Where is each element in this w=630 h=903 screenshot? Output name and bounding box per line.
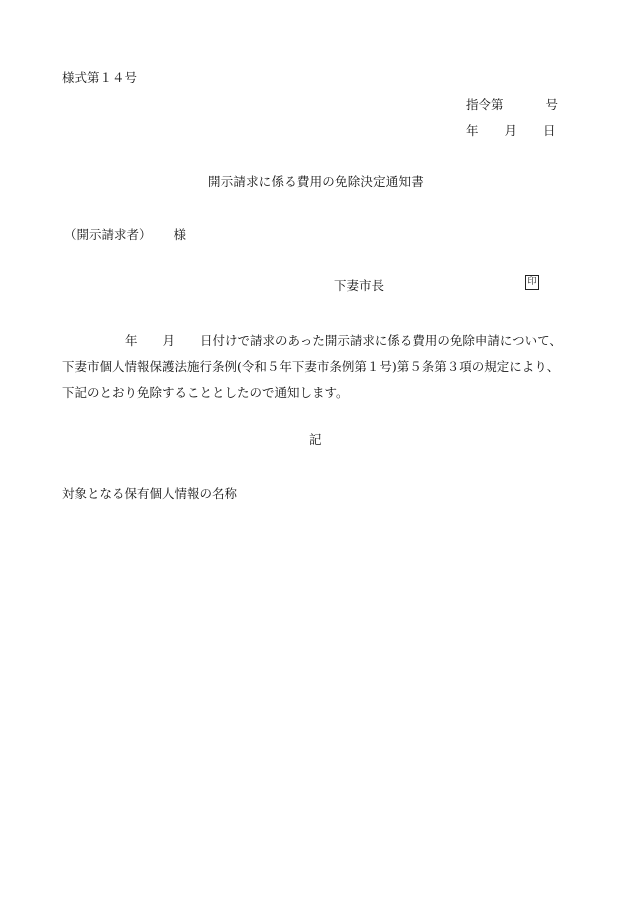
seal-mark: 印 — [525, 275, 539, 290]
month-label: 月 — [504, 123, 518, 138]
issue-date — [466, 121, 556, 139]
reference-suffix: 号 — [545, 97, 559, 112]
body-line-2: 下妻市個人情報保護法施行条例(令和５年下妻市条例第１号)第５条第３項の規定により、 — [62, 359, 560, 374]
ki-heading: 記 — [309, 432, 322, 447]
recipient — [64, 225, 186, 243]
notice-body — [62, 328, 582, 406]
issuer-name: 下妻市長 — [334, 278, 385, 293]
reference-label: 指令第 — [466, 97, 504, 112]
target-info-label: 対象となる保有個人情報の名称 — [62, 486, 238, 501]
recipient-honorific: 様 — [173, 227, 187, 242]
body-month: 月 — [162, 333, 176, 348]
form-number: 様式第１４号 — [62, 70, 138, 85]
body-year: 年 — [125, 333, 138, 348]
body-line-1-text: 日付けで請求のあった開示請求に係る費用の免除申請について、 — [200, 333, 562, 348]
body-line-1 — [62, 328, 582, 354]
year-label: 年 — [466, 123, 479, 138]
day-label: 日 — [543, 123, 556, 138]
body-line-3: 下記のとおり免除することとしたので通知します。 — [62, 385, 349, 400]
recipient-name: （開示請求者） — [64, 227, 152, 242]
document-title: 開示請求に係る費用の免除決定通知書 — [208, 174, 424, 189]
reference-number — [466, 95, 558, 113]
